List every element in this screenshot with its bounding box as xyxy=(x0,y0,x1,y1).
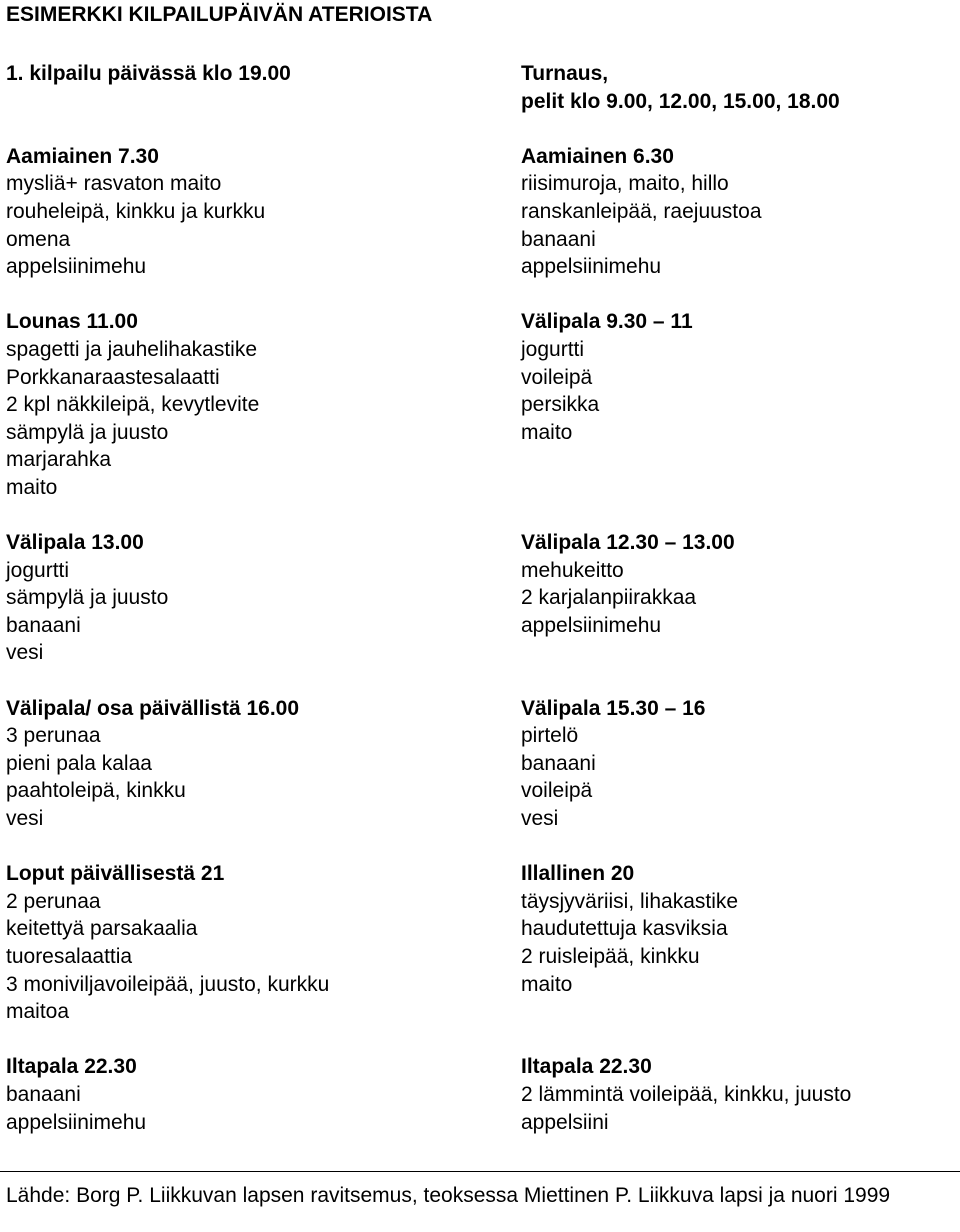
meal-item: Porkkanaraastesalaatti xyxy=(6,365,220,389)
meal-name: Aamiainen 6.30 xyxy=(521,144,674,168)
meal-item: maito xyxy=(521,972,573,996)
meal-item: maito xyxy=(6,475,58,499)
meal-block xyxy=(521,695,960,833)
meal-block xyxy=(6,143,506,281)
meal-item: appelsiinimehu xyxy=(6,255,147,279)
meal-block xyxy=(6,860,506,1026)
meal-name: Välipala/ osa päivällistä 16.00 xyxy=(6,696,300,720)
spacer xyxy=(521,281,960,309)
meal-item: maito xyxy=(521,420,573,444)
meal-name: Lounas 11.00 xyxy=(6,310,138,334)
meal-item: appelsiinimehu xyxy=(521,255,662,279)
meal-block xyxy=(521,529,960,639)
meal-name: Välipala 12.30 – 13.00 xyxy=(521,531,735,555)
spacer xyxy=(6,88,506,116)
meal-name: Loput päivällisestä 21 xyxy=(6,862,225,886)
spacer xyxy=(6,833,506,861)
spacer xyxy=(521,502,960,530)
left-heading: 1. kilpailu päivässä klo 19.00 xyxy=(6,62,291,85)
meal-block xyxy=(6,529,506,667)
meal-item: banaani xyxy=(521,751,596,775)
meal-item: spagetti ja jauhelihakastike xyxy=(6,337,257,361)
spacer xyxy=(521,446,960,474)
meal-item: riisimuroja, maito, hillo xyxy=(521,172,729,196)
spacer xyxy=(521,115,960,143)
meal-item: 2 karjalanpiirakkaa xyxy=(521,586,697,610)
meal-item: 2 perunaa xyxy=(6,889,101,913)
meal-item: voileipä xyxy=(521,365,593,389)
meal-block xyxy=(521,1053,960,1136)
meal-item: pirtelö xyxy=(521,724,579,748)
meal-item: sämpylä ja juusto xyxy=(6,586,169,610)
meal-item: 2 lämmintä voileipää, kinkku, juusto xyxy=(521,1082,852,1106)
spacer xyxy=(521,833,960,861)
left-column xyxy=(6,60,506,1136)
meal-item: paahtoleipä, kinkku xyxy=(6,779,186,803)
meal-item: persikka xyxy=(521,393,600,417)
meal-item: voileipä xyxy=(521,779,593,803)
meal-name: Iltapala 22.30 xyxy=(6,1055,137,1079)
meal-item: haudutettuja kasviksia xyxy=(521,917,728,941)
meal-block xyxy=(521,143,960,281)
meal-item: appelsiinimehu xyxy=(521,613,662,637)
meal-item: 2 kpl näkkileipä, kevytlevite xyxy=(6,393,260,417)
spacer xyxy=(6,281,506,309)
meal-item: jogurtti xyxy=(521,337,585,361)
meal-block xyxy=(521,860,960,998)
meal-name: Välipala 13.00 xyxy=(6,531,144,555)
meal-item: vesi xyxy=(6,807,44,831)
meal-name: Iltapala 22.30 xyxy=(521,1055,652,1079)
meal-item: vesi xyxy=(6,641,44,665)
meal-item: ranskanleipää, raejuustoa xyxy=(521,199,762,223)
meal-item: omena xyxy=(6,227,71,251)
meal-name: Välipala 9.30 – 11 xyxy=(521,310,693,334)
meal-item: rouheleipä, kinkku ja kurkku xyxy=(6,199,266,223)
meal-item: marjarahka xyxy=(6,448,112,472)
meal-item: mysliä+ rasvaton maito xyxy=(6,172,222,196)
right-heading-line2: pelit klo 9.00, 12.00, 15.00, 18.00 xyxy=(521,89,840,113)
meal-name: Illallinen 20 xyxy=(521,862,635,886)
meal-block xyxy=(6,1053,506,1136)
source-divider xyxy=(0,1171,960,1172)
meal-item: banaani xyxy=(521,227,596,251)
meal-item: 2 ruisleipää, kinkku xyxy=(521,945,700,968)
spacer xyxy=(6,502,506,530)
spacer xyxy=(6,1026,506,1054)
meal-item: keitettyä parsakaalia xyxy=(6,917,198,941)
spacer xyxy=(521,667,960,695)
meal-item: 3 moniviljavoileipää, juusto, kurkku xyxy=(6,972,330,996)
right-heading-line1: Turnaus, xyxy=(521,62,609,85)
meal-item: appelsiini xyxy=(521,1110,609,1134)
meal-item: 3 perunaa xyxy=(6,724,101,748)
meal-item: täysjyväriisi, lihakastike xyxy=(521,889,739,913)
meal-item: vesi xyxy=(521,807,559,831)
meal-item: pieni pala kalaa xyxy=(6,751,152,775)
meal-block xyxy=(6,695,506,833)
spacer xyxy=(521,639,960,667)
document-title: ESIMERKKI KILPAILUPÄIVÄN ATERIOISTA xyxy=(6,3,433,26)
meal-block xyxy=(6,308,506,501)
meal-item: banaani xyxy=(6,1082,81,1106)
spacer xyxy=(521,474,960,502)
source-citation: Lähde: Borg P. Liikkuvan lapsen ravitsemus, teoksessa Miettinen P. Liikkuva lapsi ja nuori 1999 xyxy=(6,1184,891,1207)
spacer xyxy=(6,115,506,143)
meal-item: tuoresalaattia xyxy=(6,945,133,968)
meal-name: Aamiainen 7.30 xyxy=(6,144,159,168)
meal-item: mehukeitto xyxy=(521,558,624,582)
spacer xyxy=(521,1026,960,1054)
meal-block xyxy=(521,308,960,446)
spacer xyxy=(6,667,506,695)
meal-item: appelsiinimehu xyxy=(6,1110,147,1134)
meal-item: jogurtti xyxy=(6,558,70,582)
spacer xyxy=(521,998,960,1026)
meal-item: banaani xyxy=(6,613,81,637)
right-column xyxy=(521,60,960,1136)
meal-item: sämpylä ja juusto xyxy=(6,420,169,444)
meal-item: maitoa xyxy=(6,1000,70,1024)
meal-name: Välipala 15.30 – 16 xyxy=(521,696,706,720)
